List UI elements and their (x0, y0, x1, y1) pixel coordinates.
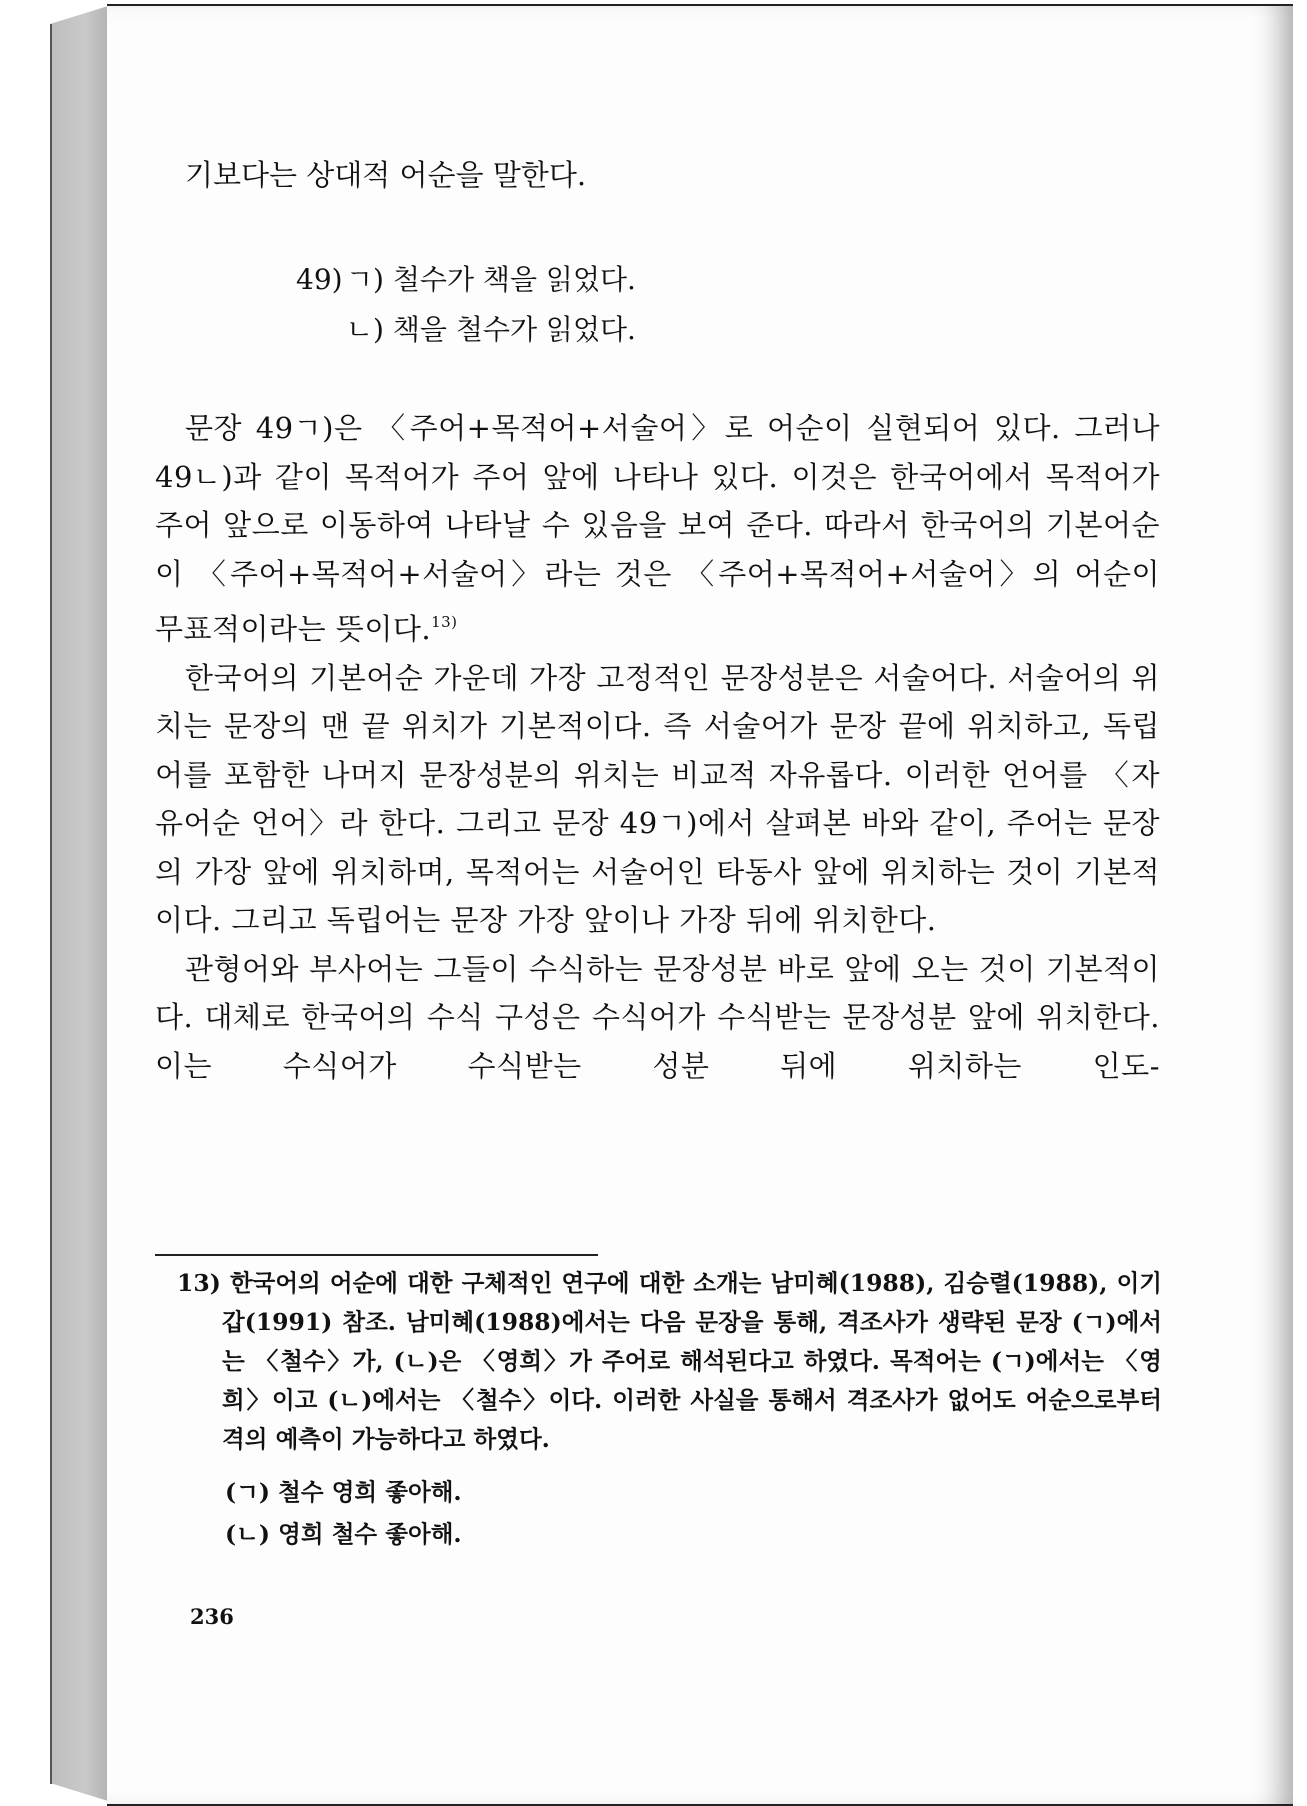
paragraph-2: 한국어의 기본어순 가운데 가장 고정적인 문장성분은 서술어다. 서술어의 위치는 문장의 맨 끝 위치가 기본적이다. 즉 서술어가 문장 끝에 위치하고, 독립어를 포함한 나머지 문장성분의 위치는 비교적 자유롭다. 이러한 언어를 〈자유어순 언어〉라 한다. 그리고 문장 49ㄱ)에서 살펴본 바와 같이, 주어는 문장의 가장 앞에 위치하며, 목적어는 서술어인 타동사 앞에 위치하는 것이 기본적이다. 그리고 독립어는 문장 가장 앞이나 가장 뒤에 위치한다. (155, 660, 1160, 937)
paragraph-3: 관형어와 부사어는 그들이 수식하는 문장성분 바로 앞에 오는 것이 기본적이다. 대체로 한국어의 수식 구성은 수식어가 수식받는 문장성분 앞에 위치한다. 이는 수식어가 수식받는 성분 뒤에 위치하는 인도- (155, 951, 1160, 1083)
example-number: 49) (296, 263, 343, 296)
example-49-b: ㄴ) 책을 철수가 읽었다. (346, 313, 636, 346)
footnote-13 (177, 1264, 1162, 1459)
intro-line: 기보다는 상대적 어순을 말한다. (185, 158, 587, 192)
book-spine (50, 6, 108, 1801)
footnote-ref: 13) (431, 613, 458, 631)
footnote-text: 13) 한국어의 어순에 대한 구체적인 연구에 대한 소개는 남미혜(1988), 김승렬(1988), 이기갑(1991) 참조. 남미혜(1988)에서는 다음 문장을 통해, 격조사가 생략된 문장 (ㄱ)에서는 〈철수〉가, (ㄴ)은 〈영희〉가 주어로 해석된다고 하였다. 목적어는 (ㄱ)에서는 〈영희〉이고 (ㄴ)에서는 〈철수〉이다. 이러한 사실을 통해서 격조사가 없어도 어순으로부터 격의 예측이 가능하다고 하였다. (177, 1269, 1162, 1453)
body-text (155, 404, 1160, 1090)
paragraph-1-text: 문장 49ㄱ)은 〈주어+목적어+서술어〉로 어순이 실현되어 있다. 그러나 49ㄴ)과 같이 목적어가 주어 앞에 나타나 있다. 이것은 한국어에서 목적어가 주어 앞으로 이동하여 나타날 수 있음을 보여 준다. 따라서 한국어의 기본어순이 〈주어+목적어+서술어〉라는 것은 〈주어+목적어+서술어〉의 어순이 무표적이라는 뜻이다. (155, 411, 1160, 646)
footnote-example-a: (ㄱ) 철수 영희 좋아해. (225, 1478, 462, 1506)
example-a-text: ㄱ) 철수가 책을 읽었다. (346, 263, 636, 296)
example-49-a (296, 258, 636, 298)
spine-edge (50, 24, 52, 1784)
paragraph-1 (155, 404, 1160, 654)
footnote-example-b: (ㄴ) 영희 철수 좋아해. (225, 1520, 462, 1548)
page-number: 236 (190, 1604, 234, 1629)
footnote-rule (155, 1254, 598, 1256)
